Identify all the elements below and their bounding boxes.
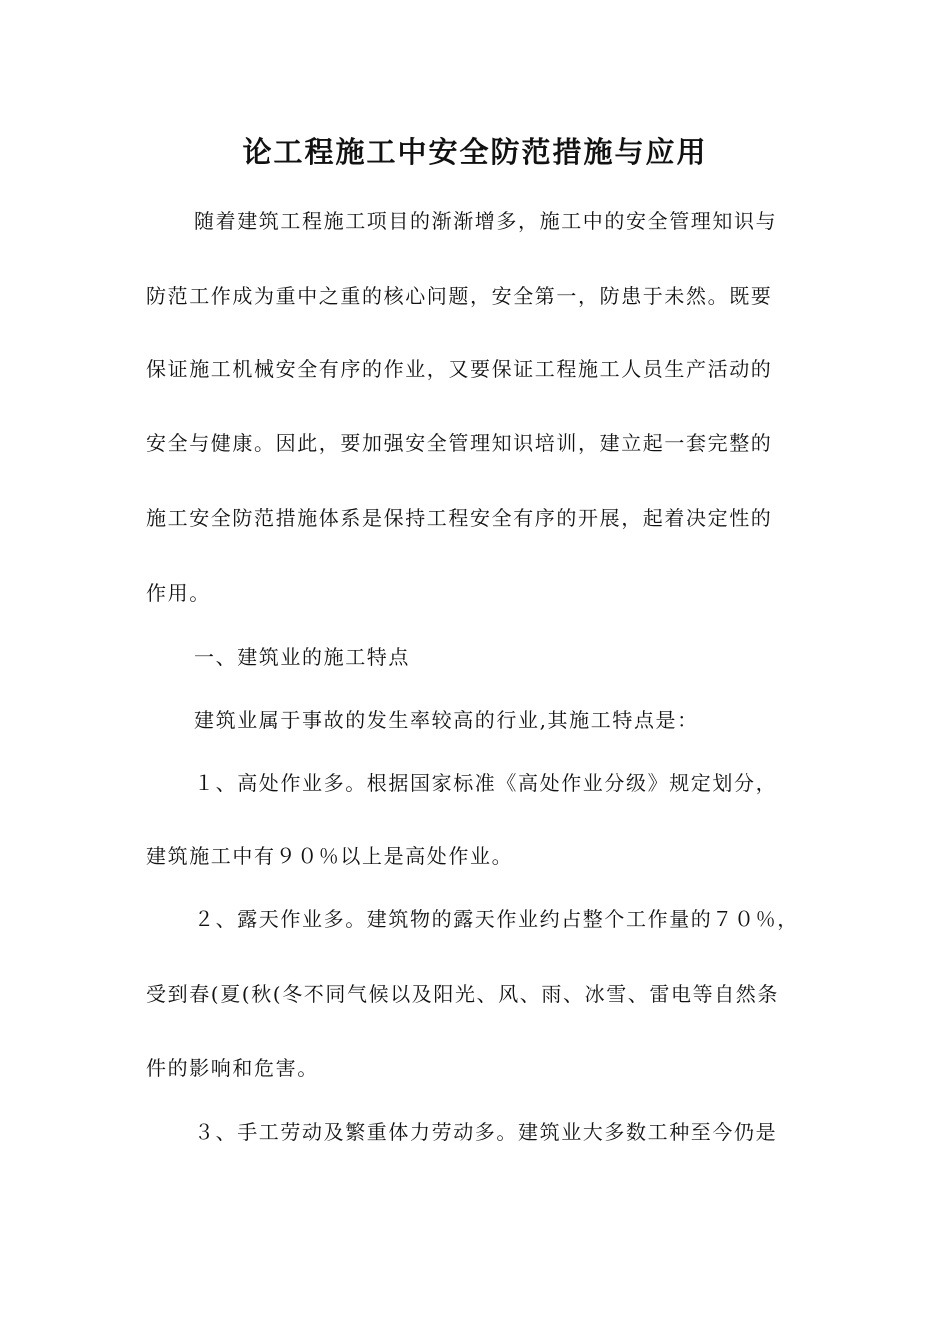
list-item-line: 件的影响和危害。 (146, 1056, 319, 1080)
document-title: 论工程施工中安全防范措施与应用 (242, 135, 708, 169)
paragraph-line: 施工安全防范措施体系是保持工程安全有序的开展，起着决定性的 (146, 506, 773, 530)
list-item-line: 受到春(夏(秋(冬不同气候以及阳光、风、雨、冰雪、雷电等自然条 (146, 982, 780, 1006)
list-item-line: １、高处作业多。根据国家标准《高处作业分级》规定划分， (194, 771, 778, 795)
paragraph-line: 防范工作成为重中之重的核心问题，安全第一，防患于未然。既要 (146, 284, 773, 308)
list-item-line: 建筑施工中有９０％以上是高处作业。 (146, 844, 514, 868)
paragraph-line: 安全与健康。因此，要加强安全管理知识培训，建立起一套完整的 (146, 431, 773, 455)
paragraph-line: 保证施工机械安全有序的作业，又要保证工程施工人员生产活动的 (146, 357, 773, 381)
paragraph-line: 作用。 (146, 581, 211, 605)
paragraph-line: 建筑业属于事故的发生率较高的行业,其施工特点是： (194, 708, 699, 732)
paragraph-line: 随着建筑工程施工项目的渐渐增多，施工中的安全管理知识与 (194, 209, 778, 233)
list-item-line: ３、手工劳动及繁重体力劳动多。建筑业大多数工种至今仍是 (194, 1120, 778, 1144)
section-heading: 一、建筑业的施工特点 (194, 645, 410, 669)
list-item-line: ２、露天作业多。建筑物的露天作业约占整个工作量的７０％， (194, 907, 799, 931)
